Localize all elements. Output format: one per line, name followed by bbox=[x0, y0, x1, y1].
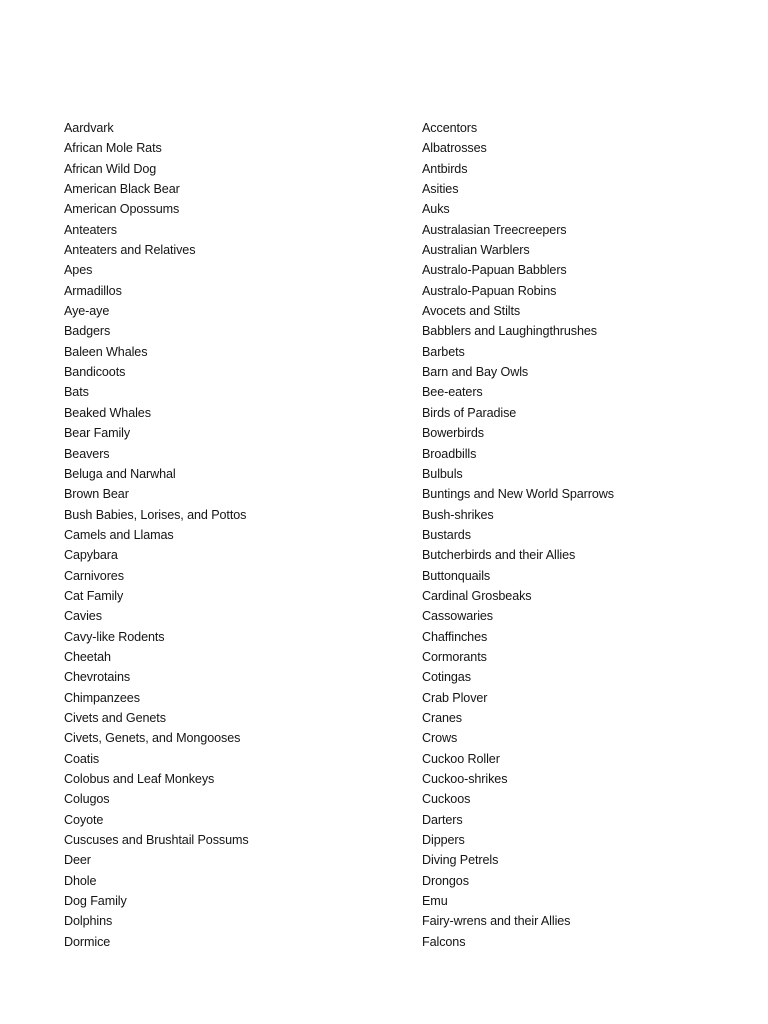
list-item: Drongos bbox=[422, 873, 469, 888]
list-item: Bandicoots bbox=[64, 365, 126, 380]
list-item: Dog Family bbox=[64, 894, 127, 909]
mammal-list bbox=[64, 118, 394, 952]
list-item: Carnivores bbox=[64, 568, 124, 583]
list-item: Babblers and Laughingthrushes bbox=[422, 324, 597, 339]
list-item: Australo-Papuan Babblers bbox=[422, 263, 567, 278]
list-item: Cat Family bbox=[64, 588, 124, 603]
list-item: Cassowaries bbox=[422, 609, 493, 624]
list-item: Cardinal Grosbeaks bbox=[422, 588, 532, 603]
list-item: Dormice bbox=[64, 934, 111, 949]
list-item: Barbets bbox=[422, 344, 465, 359]
list-item: Coyote bbox=[64, 812, 104, 827]
list-item: Crab Plover bbox=[422, 690, 488, 705]
list-item: Civets and Genets bbox=[64, 710, 166, 725]
list-item: Bulbuls bbox=[422, 466, 463, 481]
list-item: Birds of Paradise bbox=[422, 405, 517, 420]
list-item: Deer bbox=[64, 853, 91, 868]
list-item: Albatrosses bbox=[422, 141, 487, 156]
list-item: Cranes bbox=[422, 710, 462, 725]
list-item: Buntings and New World Sparrows bbox=[422, 487, 614, 502]
list-item: Aardvark bbox=[64, 121, 114, 135]
list-item: American Opossums bbox=[64, 202, 180, 217]
list-item: Asities bbox=[422, 182, 459, 197]
list-item: Cormorants bbox=[422, 649, 487, 664]
list-item: African Wild Dog bbox=[64, 161, 157, 176]
list-item: Crows bbox=[422, 731, 458, 746]
list-item: Armadillos bbox=[64, 283, 122, 298]
list-item: Accentors bbox=[422, 121, 478, 135]
list-item: Cavy-like Rodents bbox=[64, 629, 165, 644]
list-item: Cuckoos bbox=[422, 792, 471, 807]
list-item: Bats bbox=[64, 385, 89, 400]
list-item: Bush-shrikes bbox=[422, 507, 494, 522]
list-item: Camels and Llamas bbox=[64, 527, 174, 542]
list-item: Baleen Whales bbox=[64, 344, 148, 359]
list-item: Chaffinches bbox=[422, 629, 488, 644]
list-item: Brown Bear bbox=[64, 487, 129, 502]
list-item: Cuscuses and Brushtail Possums bbox=[64, 833, 249, 848]
list-item: Bustards bbox=[422, 527, 471, 542]
list-item: Chimpanzees bbox=[64, 690, 140, 705]
list-item: Bush Babies, Lorises, and Pottos bbox=[64, 507, 247, 522]
bird-list bbox=[422, 118, 752, 952]
list-item: Anteaters bbox=[64, 222, 118, 237]
list-item: Cuckoo-shrikes bbox=[422, 772, 508, 786]
list-item: Badgers bbox=[64, 324, 111, 339]
list-item: Apes bbox=[64, 263, 93, 278]
list-item: Dhole bbox=[64, 873, 97, 888]
list-item: Beluga and Narwhal bbox=[64, 466, 176, 481]
list-item: Colobus and Leaf Monkeys bbox=[64, 772, 215, 786]
list-item: Dolphins bbox=[64, 914, 113, 929]
list-item: Australian Warblers bbox=[422, 243, 530, 258]
list-item: Bowerbirds bbox=[422, 426, 484, 441]
list-item: Fairy-wrens and their Allies bbox=[422, 914, 571, 929]
list-item: Darters bbox=[422, 812, 463, 827]
list-item: Butcherbirds and their Allies bbox=[422, 548, 576, 563]
list-item: Australo-Papuan Robins bbox=[422, 283, 557, 298]
list-item: Australasian Treecreepers bbox=[422, 222, 567, 237]
list-item: Bee-eaters bbox=[422, 385, 483, 400]
list-item: Anteaters and Relatives bbox=[64, 243, 196, 258]
list-item: Colugos bbox=[64, 792, 110, 807]
list-item: Diving Petrels bbox=[422, 853, 499, 868]
list-item: Chevrotains bbox=[64, 670, 131, 685]
list-item: Dippers bbox=[422, 833, 465, 848]
list-item: Cheetah bbox=[64, 649, 111, 664]
list-item: Coatis bbox=[64, 751, 100, 766]
list-item: Auks bbox=[422, 202, 450, 217]
list-item: Antbirds bbox=[422, 161, 468, 176]
list-item: Broadbills bbox=[422, 446, 477, 461]
list-item: Bear Family bbox=[64, 426, 131, 441]
list-item: Beaked Whales bbox=[64, 405, 151, 420]
list-item: Cotingas bbox=[422, 670, 471, 685]
list-item: Aye-aye bbox=[64, 304, 110, 319]
list-item: Emu bbox=[422, 894, 448, 909]
list-item: American Black Bear bbox=[64, 182, 180, 197]
list-item: Barn and Bay Owls bbox=[422, 365, 529, 380]
list-item: Buttonquails bbox=[422, 568, 491, 583]
list-item: Cavies bbox=[64, 609, 102, 624]
list-item: Capybara bbox=[64, 548, 118, 563]
list-item: African Mole Rats bbox=[64, 141, 162, 156]
list-item: Cuckoo Roller bbox=[422, 751, 500, 766]
list-item: Beavers bbox=[64, 446, 110, 461]
list-item: Falcons bbox=[422, 934, 466, 949]
list-item: Avocets and Stilts bbox=[422, 304, 521, 319]
list-item: Civets, Genets, and Mongooses bbox=[64, 731, 241, 746]
